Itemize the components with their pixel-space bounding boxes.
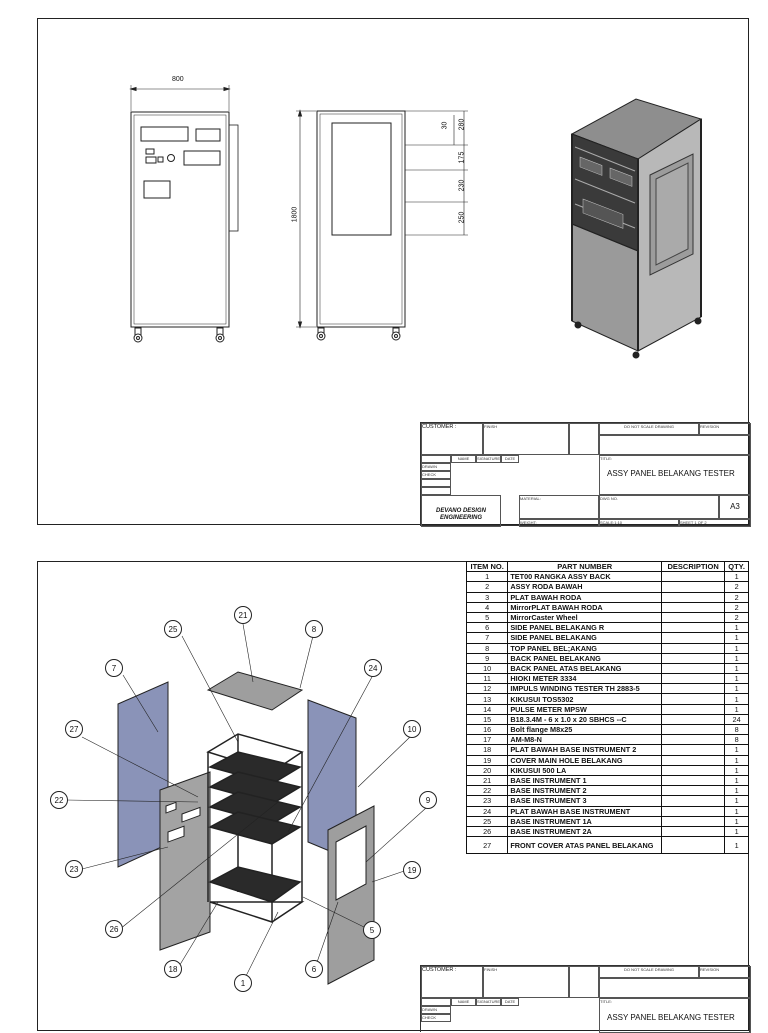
bom-part-number: SIDE PANEL BELAKANG R [508,623,662,633]
do-not-scale-cell: DO NOT SCALE DRAWING [599,423,699,435]
title-block-1 [420,422,750,526]
bom-description [662,663,725,673]
bom-part-number: B18.3.4M - 6 x 1.0 x 20 SBHCS --C [508,714,662,724]
col-qty: QTY. [725,562,749,572]
bom-qty: 1 [725,826,749,836]
bom-description [662,755,725,765]
bom-item-no: 18 [467,745,508,755]
balloon-23: 23 [65,860,83,878]
bom-part-number: KIKUSUI 500 LA [508,765,662,775]
bom-qty: 1 [725,674,749,684]
bom-row [467,826,749,836]
bom-item-no: 13 [467,694,508,704]
bom-item-no: 10 [467,663,508,673]
balloon-26: 26 [105,920,123,938]
bom-description [662,612,725,622]
bom-qty: 1 [725,572,749,582]
bom-item-no: 17 [467,735,508,745]
bom-item-no: 6 [467,623,508,633]
bom-item-no: 7 [467,633,508,643]
bom-description [662,765,725,775]
side-panel-right [328,806,374,984]
bom-part-number: BACK PANEL BELAKANG [508,653,662,663]
bom-row [467,602,749,612]
bom-description [662,572,725,582]
bom-qty: 1 [725,755,749,765]
bom-qty: 1 [725,806,749,816]
balloon-25: 25 [164,620,182,638]
balloon-8: 8 [305,620,323,638]
bom-qty: 8 [725,735,749,745]
balloon-5: 5 [363,921,381,939]
bom-row [467,674,749,684]
bom-item-no: 14 [467,704,508,714]
bom-description [662,684,725,694]
bom-item-no: 12 [467,684,508,694]
name-cell: NAME [451,998,476,1006]
bom-description [662,602,725,612]
bill-of-materials-table [466,561,749,854]
bom-row [467,612,749,622]
bom-qty: 1 [725,633,749,643]
date-cell: DATE [501,998,519,1006]
bom-part-number: ASSY RODA BAWAH [508,582,662,592]
dim-250: 250 [458,211,466,224]
bom-qty: 1 [725,694,749,704]
balloon-27: 27 [65,720,83,738]
bom-row [467,643,749,653]
bom-item-no: 21 [467,775,508,785]
bom-item-no: 2 [467,582,508,592]
balloon-6: 6 [305,960,323,978]
bom-part-number: KIKUSUI TOS5302 [508,694,662,704]
bom-part-number: BASE INSTRUMENT 1 [508,775,662,785]
bom-description [662,643,725,653]
bom-description [662,623,725,633]
bom-part-number: COVER MAIN HOLE BELAKANG [508,755,662,765]
bom-part-number: PLAT BAWAH BASE INSTRUMENT 2 [508,745,662,755]
bom-row [467,653,749,663]
company-name: DEVANO DESIGN ENGINEERING [421,495,501,527]
balloon-18: 18 [164,960,182,978]
col-description: DESCRIPTION [662,562,725,572]
isometric-view [572,99,701,358]
bom-part-number: PULSE METER MPSW [508,704,662,714]
bom-item-no: 9 [467,653,508,663]
bom-qty: 2 [725,582,749,592]
bom-description [662,714,725,724]
balloon-19: 19 [403,861,421,879]
bom-part-number: BASE INSTRUMENT 2 [508,786,662,796]
bom-part-number: MirrorCaster Wheel [508,612,662,622]
bom-item-no: 26 [467,826,508,836]
bom-part-number: IMPULS WINDING TESTER TH 2883-5 [508,684,662,694]
col-part-number: PART NUMBER [508,562,662,572]
bom-qty: 1 [725,623,749,633]
check-cell: CHECK [421,1014,451,1022]
bom-qty: 1 [725,765,749,775]
bom-description [662,837,725,854]
front-view [131,85,238,342]
bom-row [467,704,749,714]
blank-cell [599,435,751,455]
bom-item-no: 25 [467,816,508,826]
bom-row [467,755,749,765]
dim-175: 175 [458,151,466,164]
bom-item-no: 15 [467,714,508,724]
bom-item-no: 23 [467,796,508,806]
title-cell: TITLE: [599,455,751,495]
bom-header-row [467,562,749,572]
bom-qty: 1 [725,775,749,785]
bom-item-no: 11 [467,674,508,684]
bom-row [467,623,749,633]
blank-cell [421,479,451,487]
signature-cell: SIGNATURE [477,999,501,1004]
bom-row [467,796,749,806]
bom-row [467,765,749,775]
bom-row [467,663,749,673]
bom-part-number: AM-M8-N [508,735,662,745]
balloon-22: 22 [50,791,68,809]
bom-row [467,786,749,796]
bom-qty: 1 [725,704,749,714]
sheet-number-cell: SHEET 1 OF 2 [679,519,751,527]
balloon-10: 10 [403,720,421,738]
bom-row [467,816,749,826]
name-cell: NAME [451,455,476,463]
bom-item-no: 16 [467,725,508,735]
bom-qty: 2 [725,602,749,612]
bom-item-no: 22 [467,786,508,796]
scale-cell: SCALE:1:10 [599,519,679,527]
bom-qty: 8 [725,725,749,735]
bom-row [467,735,749,745]
finish-cell: FINISH [483,423,569,455]
date-cell: DATE [501,455,519,463]
bom-row [467,837,749,854]
blank-cell [421,455,451,463]
bom-description [662,826,725,836]
balloon-21: 21 [234,606,252,624]
weight-cell: WEIGHT: [519,519,599,527]
bom-item-no: 4 [467,602,508,612]
bom-description [662,775,725,785]
dwg-no-cell: DWG NO. [599,495,719,519]
bom-qty: 1 [725,643,749,653]
title-block-2 [420,965,750,1032]
bom-part-number: PLAT BAWAH BASE INSTRUMENT [508,806,662,816]
blank-cell [569,966,599,998]
bom-row [467,775,749,785]
bom-item-no: 19 [467,755,508,765]
bom-row [467,725,749,735]
bom-item-no: 24 [467,806,508,816]
customer-cell: CUSTOMER : [421,423,483,455]
bom-description [662,633,725,643]
bom-description [662,582,725,592]
bom-row [467,572,749,582]
bom-item-no: 27 [467,837,508,854]
bom-row [467,582,749,592]
bom-row [467,806,749,816]
bom-description [662,806,725,816]
bom-qty: 1 [725,684,749,694]
bom-item-no: 1 [467,572,508,582]
bom-description [662,796,725,806]
bom-row [467,694,749,704]
bom-part-number: FRONT COVER ATAS PANEL BELAKANG [508,837,662,854]
top-panel [208,672,302,710]
finish-cell: FINISH [483,966,569,998]
bom-qty: 2 [725,592,749,602]
bom-description [662,745,725,755]
bom-part-number: HIOKI METER 3334 [508,674,662,684]
dim-30: 30 [441,121,449,130]
revision-cell: REVISION [699,966,751,978]
dim-230: 230 [458,179,466,192]
revision-cell: REVISION [699,423,751,435]
bom-item-no: 8 [467,643,508,653]
bom-body [467,572,749,854]
bom-qty: 1 [725,653,749,663]
bom-row [467,633,749,643]
customer-cell: CUSTOMER : [421,966,483,998]
bom-part-number: SIDE PANEL BELAKANG [508,633,662,643]
bom-description [662,725,725,735]
bom-qty: 1 [725,796,749,806]
bom-item-no: 5 [467,612,508,622]
dim-height: 1800 [291,206,299,223]
check-cell: CHECK [421,471,451,479]
bom-row [467,592,749,602]
balloon-9: 9 [419,791,437,809]
blank-cell [599,978,751,998]
bom-part-number: MirrorPLAT BAWAH RODA [508,602,662,612]
bom-qty: 1 [725,786,749,796]
bom-part-number: TET00 RANGKA ASSY BACK [508,572,662,582]
bom-part-number: BASE INSTRUMENT 3 [508,796,662,806]
bom-part-number: Bolt flange M8x25 [508,725,662,735]
bom-row [467,745,749,755]
bom-qty: 1 [725,816,749,826]
side-view [296,111,468,340]
bom-qty: 1 [725,745,749,755]
material-cell: MATERIAL: [519,495,599,519]
bom-part-number: BASE INSTRUMENT 2A [508,826,662,836]
bom-row [467,714,749,724]
bom-description [662,653,725,663]
drawing-sheet-1 [37,18,749,525]
drawn-cell: DRAWN [421,463,451,471]
dim-width: 800 [172,76,184,83]
drawn-cell: DRAWN [421,1006,451,1014]
front-panel [160,772,210,950]
blank-cell [569,423,599,455]
drawing-title: ASSY PANEL BELAKANG TESTER [607,469,735,478]
bom-part-number: TOP PANEL BEL;AKANG [508,643,662,653]
blank-cell [421,998,451,1006]
bom-description [662,735,725,745]
bom-row [467,684,749,694]
frame [208,734,302,922]
bom-part-number: BACK PANEL ATAS BELAKANG [508,663,662,673]
signature-cell: SIGNATURE [477,456,501,461]
bom-qty: 1 [725,663,749,673]
drawing-title: ASSY PANEL BELAKANG TESTER [607,1013,735,1022]
bom-qty: 24 [725,714,749,724]
bom-item-no: 3 [467,592,508,602]
balloon-1: 1 [234,974,252,992]
bom-description [662,694,725,704]
bom-description [662,704,725,714]
title-cell: TITLE: [599,998,751,1033]
bom-qty: 2 [725,612,749,622]
sheet-size: A3 [719,495,751,519]
bom-qty: 1 [725,837,749,854]
dim-280: 280 [458,118,466,131]
bom-description [662,592,725,602]
bom-part-number: PLAT BAWAH RODA [508,592,662,602]
bom-item-no: 20 [467,765,508,775]
do-not-scale-cell: DO NOT SCALE DRAWING [599,966,699,978]
bom-part-number: BASE INSTRUMENT 1A [508,816,662,826]
balloon-24: 24 [364,659,382,677]
balloon-7: 7 [105,659,123,677]
bom-description [662,786,725,796]
bom-description [662,816,725,826]
col-item-no: ITEM NO. [467,562,508,572]
blank-cell [421,487,451,495]
bom-description [662,674,725,684]
